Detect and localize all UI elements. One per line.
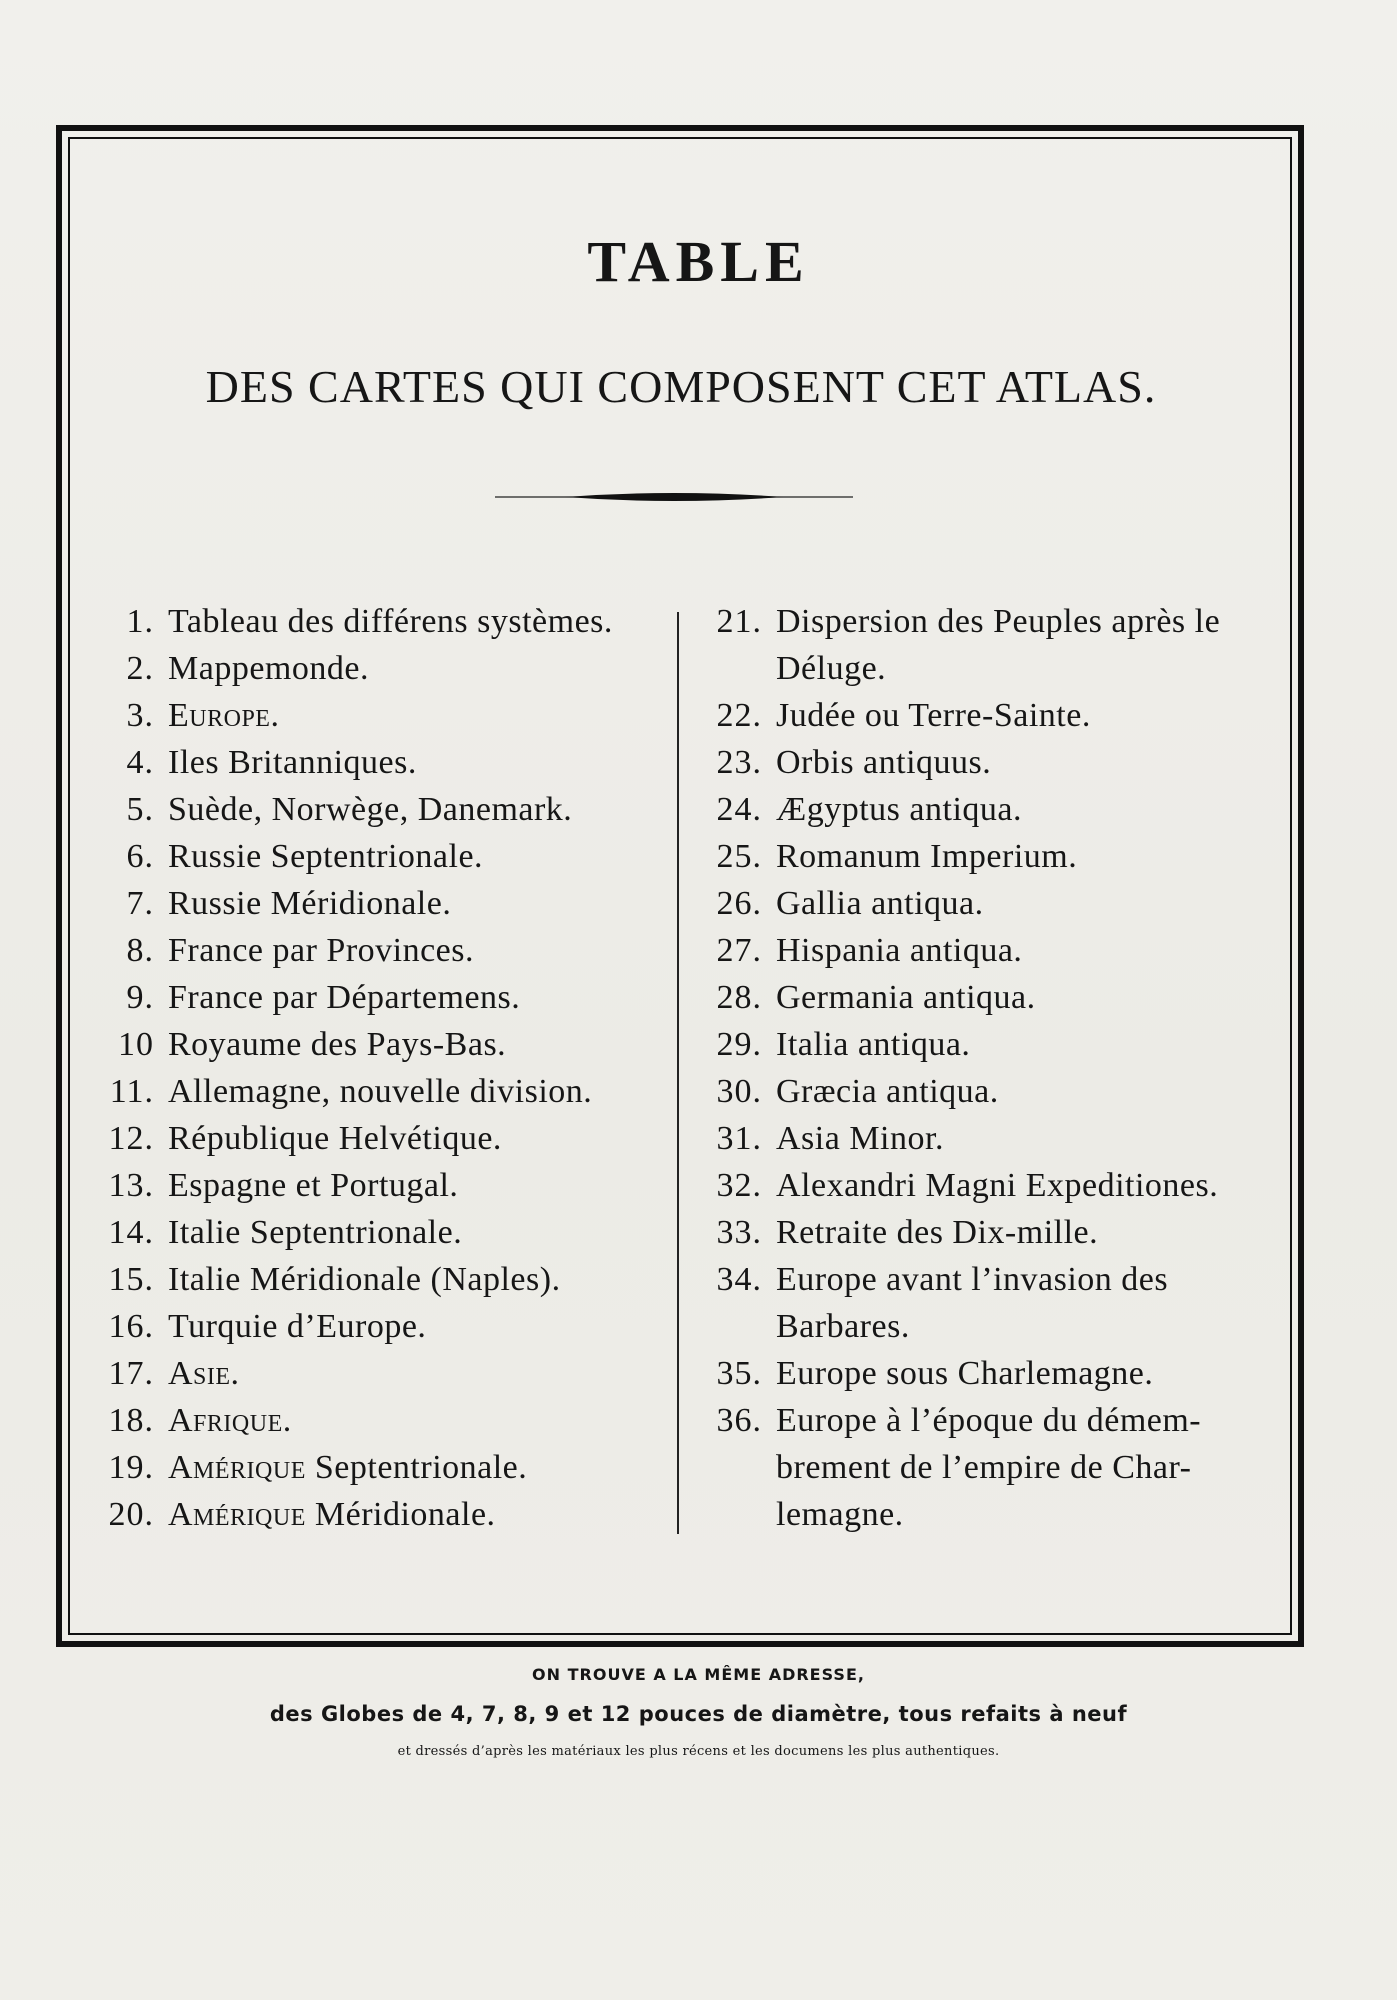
map-title	[168, 1021, 660, 1068]
map-number: 1.	[126, 603, 154, 640]
map-entry	[100, 974, 660, 1021]
map-entry	[100, 1350, 660, 1397]
map-title	[168, 1068, 660, 1115]
map-entry	[700, 1350, 1260, 1397]
map-title-line: Suède, Norwège, Danemark.	[168, 791, 573, 828]
map-number: 8.	[126, 932, 154, 969]
map-entry	[100, 1021, 660, 1068]
map-title	[776, 1209, 1260, 1256]
page-subtitle: DES CARTES QUI COMPOSENT CET ATLAS.	[205, 361, 1157, 412]
map-title	[776, 692, 1260, 739]
map-title	[168, 1209, 660, 1256]
map-number: 4.	[126, 744, 154, 781]
map-entry	[700, 1021, 1260, 1068]
map-number: 13.	[108, 1167, 154, 1204]
map-title-line: France par Provinces.	[168, 932, 475, 969]
map-title-line: Déluge.	[776, 650, 887, 687]
map-title-line: Mappemonde.	[168, 650, 369, 687]
map-title-line: brement de l’empire de Char-	[776, 1449, 1192, 1486]
map-number: 26.	[716, 885, 762, 922]
map-number: 19.	[108, 1449, 154, 1486]
map-title-line: Asia Minor.	[776, 1120, 944, 1157]
map-number: 36.	[716, 1402, 762, 1439]
map-title-line: Orbis antiquus.	[776, 744, 992, 781]
map-title	[168, 880, 660, 927]
map-number: 5.	[126, 791, 154, 828]
map-title	[776, 598, 1260, 692]
map-title	[168, 1256, 660, 1303]
map-entry	[100, 1068, 660, 1115]
map-number: 9.	[126, 979, 154, 1016]
map-entry	[100, 598, 660, 645]
map-title-line: Iles Britanniques.	[168, 744, 417, 781]
map-title-line: Tableau des différens systèmes.	[168, 603, 613, 640]
map-title	[168, 974, 660, 1021]
map-title	[776, 1021, 1260, 1068]
map-number: 28.	[716, 979, 762, 1016]
smallcaps-word: Amérique	[168, 1449, 306, 1486]
map-entry	[700, 786, 1260, 833]
map-title	[168, 1397, 660, 1444]
map-title-line: Barbares.	[776, 1308, 910, 1345]
map-title-line: Asie.	[168, 1355, 240, 1392]
map-title-line: Italie Méridionale (Naples).	[168, 1261, 561, 1298]
map-number: 29.	[716, 1026, 762, 1063]
map-title-line: Europe sous Charlemagne.	[776, 1355, 1154, 1392]
map-title-line: Gallia antiqua.	[776, 885, 984, 922]
map-title-line: Romanum Imperium.	[776, 838, 1078, 875]
map-number: 25.	[716, 838, 762, 875]
map-number: 15.	[108, 1261, 154, 1298]
map-number: 17.	[108, 1355, 154, 1392]
map-title	[168, 786, 660, 833]
map-title	[168, 833, 660, 880]
map-number: 31.	[716, 1120, 762, 1157]
map-title	[776, 739, 1260, 786]
footer-sources: et dressés d’après les matériaux les plus récens et les documens les plus authentiques.	[397, 1744, 1000, 1759]
map-number: 33.	[716, 1214, 762, 1251]
map-number: 2.	[126, 650, 154, 687]
map-number: 10	[118, 1026, 154, 1063]
map-title-line: Turquie d’Europe.	[168, 1308, 427, 1345]
map-number: 27.	[716, 932, 762, 969]
map-entry	[100, 1162, 660, 1209]
map-number: 23.	[716, 744, 762, 781]
map-title-line: Allemagne, nouvelle division.	[168, 1073, 593, 1110]
map-entry	[100, 1303, 660, 1350]
map-number: 6.	[126, 838, 154, 875]
map-title	[776, 1397, 1260, 1538]
map-entry	[700, 1162, 1260, 1209]
map-title-line: Italie Septentrionale.	[168, 1214, 463, 1251]
smallcaps-word: Amérique	[168, 1496, 306, 1533]
map-title	[168, 692, 660, 739]
map-title	[776, 1068, 1260, 1115]
footer-globes: des Globes de 4, 7, 8, 9 et 12 pouces de diamètre, tous refaits à neuf	[269, 1702, 1128, 1726]
map-title	[168, 1491, 660, 1538]
map-number: 12.	[108, 1120, 154, 1157]
map-entry	[700, 1397, 1260, 1538]
map-title-line: lemagne.	[776, 1496, 904, 1533]
map-entry	[100, 786, 660, 833]
map-entry	[100, 1256, 660, 1303]
map-title-line: Europe à l’époque du démem-	[776, 1402, 1202, 1439]
map-entry	[700, 1256, 1260, 1350]
map-title	[168, 645, 660, 692]
map-entry	[100, 1491, 660, 1538]
page-title: TABLE	[587, 229, 810, 294]
map-entry	[700, 974, 1260, 1021]
map-title-line: Afrique.	[168, 1402, 292, 1439]
map-number: 16.	[108, 1308, 154, 1345]
map-title	[776, 833, 1260, 880]
map-entry	[100, 1209, 660, 1256]
map-title-line: Amérique Méridionale.	[168, 1496, 496, 1533]
ornamental-rule	[495, 490, 853, 504]
map-entry	[100, 927, 660, 974]
map-number: 20.	[108, 1496, 154, 1533]
map-title-line: Royaume des Pays-Bas.	[168, 1026, 507, 1063]
map-title-line: Judée ou Terre-Sainte.	[776, 697, 1091, 734]
map-number: 22.	[716, 697, 762, 734]
map-number: 3.	[126, 697, 154, 734]
map-number: 24.	[716, 791, 762, 828]
map-entry	[700, 880, 1260, 927]
map-title	[168, 927, 660, 974]
map-title-line: Russie Méridionale.	[168, 885, 452, 922]
map-title	[776, 1256, 1260, 1350]
map-number: 34.	[716, 1261, 762, 1298]
map-title	[776, 1115, 1260, 1162]
map-entry	[700, 739, 1260, 786]
footer-notice: ON TROUVE A LA MÊME ADRESSE,	[532, 1665, 865, 1684]
column-divider	[677, 612, 679, 1534]
map-entry	[700, 1115, 1260, 1162]
maps-list-left	[100, 598, 660, 1538]
maps-list-right	[700, 598, 1260, 1538]
map-title-line: Russie Septentrionale.	[168, 838, 484, 875]
map-title-line: Espagne et Portugal.	[168, 1167, 459, 1204]
map-title	[776, 786, 1260, 833]
map-number: 7.	[126, 885, 154, 922]
map-title-line: France par Départemens.	[168, 979, 521, 1016]
map-entry	[700, 598, 1260, 692]
map-title-line: Europe avant l’invasion des	[776, 1261, 1169, 1298]
map-title	[168, 1162, 660, 1209]
map-title	[776, 927, 1260, 974]
map-entry	[100, 1444, 660, 1491]
map-title-line: Germania antiqua.	[776, 979, 1036, 1016]
map-entry	[100, 833, 660, 880]
map-title	[168, 1444, 660, 1491]
map-title-line: Retraite des Dix-mille.	[776, 1214, 1099, 1251]
map-title-line: Ægyptus antiqua.	[776, 791, 1022, 828]
map-number: 35.	[716, 1355, 762, 1392]
map-entry	[700, 833, 1260, 880]
map-title	[776, 1350, 1260, 1397]
map-title-line: Italia antiqua.	[776, 1026, 971, 1063]
map-entry	[100, 1115, 660, 1162]
map-title	[168, 739, 660, 786]
map-number: 18.	[108, 1402, 154, 1439]
map-title	[168, 1350, 660, 1397]
map-entry	[100, 1397, 660, 1444]
map-title-line: Dispersion des Peuples après le	[776, 603, 1221, 640]
map-entry	[100, 739, 660, 786]
map-entry	[700, 927, 1260, 974]
map-title-line: Græcia antiqua.	[776, 1073, 999, 1110]
map-entry	[700, 692, 1260, 739]
map-title-line: Amérique Septentrionale.	[168, 1449, 528, 1486]
map-entry	[700, 1068, 1260, 1115]
map-entry	[100, 880, 660, 927]
map-title	[168, 598, 660, 645]
map-entry	[100, 645, 660, 692]
map-title-line: Hispania antiqua.	[776, 932, 1023, 969]
map-title	[168, 1303, 660, 1350]
map-title-line: République Helvétique.	[168, 1120, 502, 1157]
map-title	[776, 974, 1260, 1021]
map-number: 32.	[716, 1167, 762, 1204]
map-title	[776, 880, 1260, 927]
map-number: 30.	[716, 1073, 762, 1110]
map-title	[776, 1162, 1260, 1209]
map-entry	[700, 1209, 1260, 1256]
map-number: 21.	[716, 603, 762, 640]
map-title-line: Europe.	[168, 697, 280, 734]
map-title	[168, 1115, 660, 1162]
map-number: 14.	[108, 1214, 154, 1251]
map-number: 11.	[109, 1073, 154, 1110]
map-entry	[100, 692, 660, 739]
map-title-line: Alexandri Magni Expeditiones.	[776, 1167, 1219, 1204]
